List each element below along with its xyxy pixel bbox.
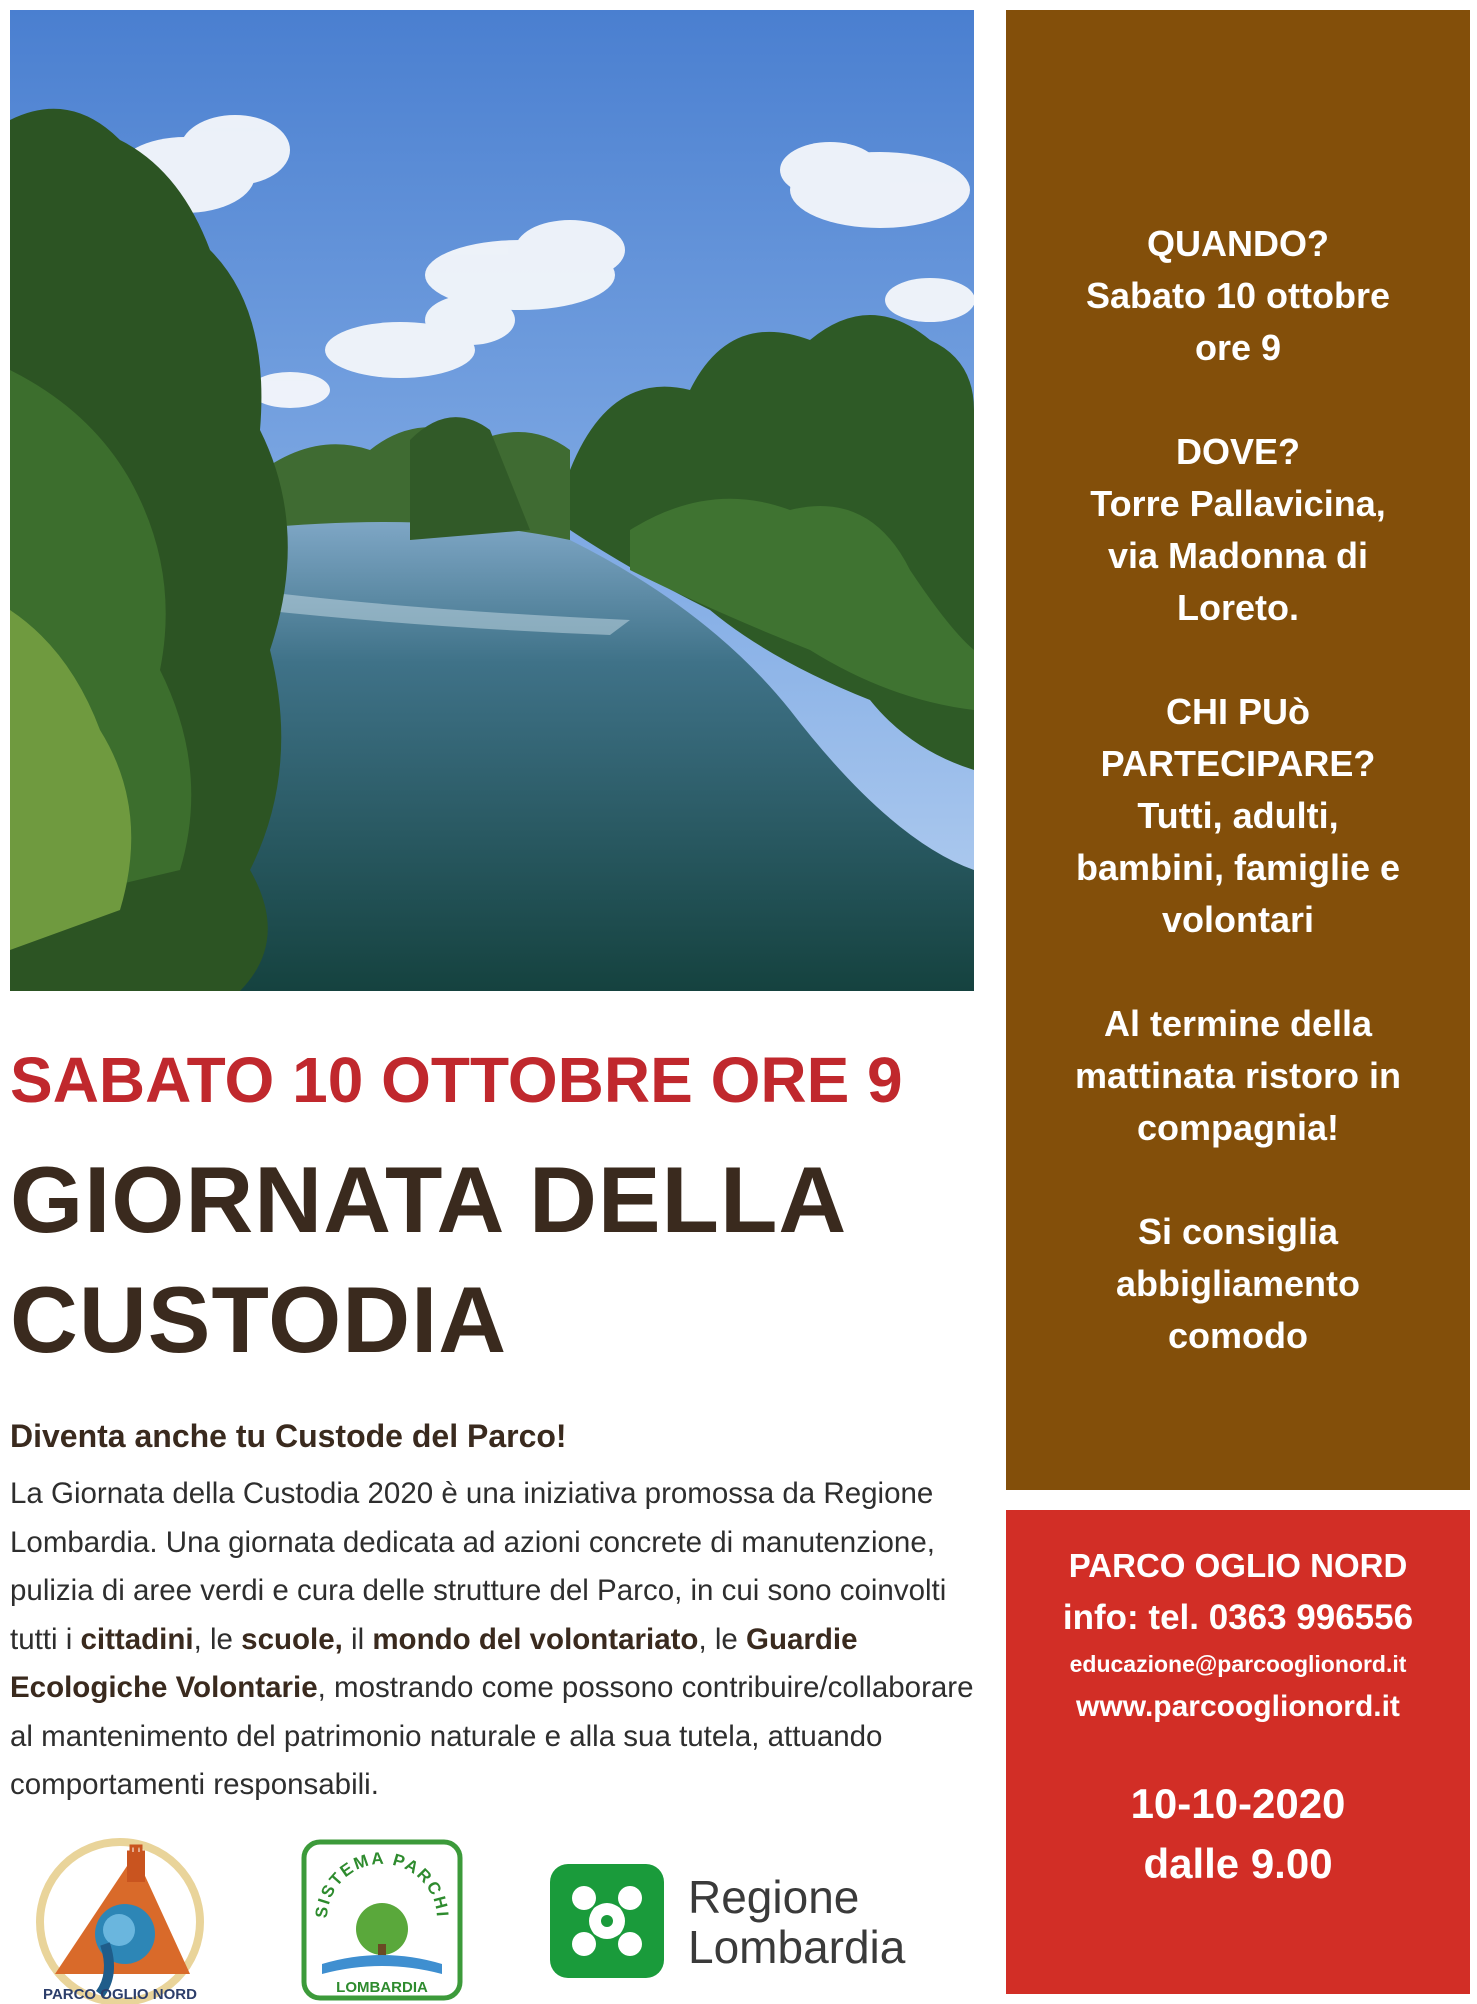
sistema-logo-top-text: SISTEMA PARCHI <box>311 1848 453 1920</box>
parco-logo-text: PARCO OGLIO NORD <box>43 1986 197 2003</box>
park-name: PARCO OGLIO NORD <box>1068 1547 1408 1584</box>
regione-logo-line-1: Regione <box>688 1871 860 1923</box>
river-landscape-photo <box>10 10 974 991</box>
event-info-panel <box>1006 10 1470 1490</box>
when-label: QUANDO? <box>1147 223 1329 264</box>
intro-text-3: il <box>342 1622 373 1656</box>
phone-info: info: tel. 0363 996556 <box>1062 1598 1414 1637</box>
regione-lombardia-logo <box>548 1862 948 1982</box>
who-line-3: volontari <box>1161 899 1314 940</box>
who-label-line-1: CHI PUò <box>1166 691 1310 732</box>
advice-block <box>1006 1206 1470 1362</box>
river-landscape-icon <box>10 10 974 991</box>
sistema-parchi-logo <box>282 1834 482 2004</box>
where-line-3: Loreto. <box>1177 587 1299 628</box>
when-line-2: ore 9 <box>1194 327 1282 368</box>
website-address: www.parcooglionord.it <box>1076 1690 1400 1723</box>
intro-heading: Diventa anche tu Custode del Parco! <box>10 1418 567 1454</box>
when-line-1: Sabato 10 ottobre <box>1085 275 1391 316</box>
where-block <box>1006 426 1470 634</box>
intro-bold-cittadini: cittadini <box>80 1622 194 1656</box>
where-label: DOVE? <box>1175 431 1300 472</box>
email-address: educazione@parcooglionord.it <box>1069 1651 1407 1677</box>
partner-logos <box>10 1830 974 2004</box>
event-date: 10-10-2020 <box>1130 1780 1346 1827</box>
where-line-2: via Madonna di <box>1107 535 1369 576</box>
intro-paragraph <box>10 1470 982 1810</box>
intro-text-4: , le <box>698 1622 747 1656</box>
refreshment-line-1: Al termine della <box>1103 1003 1373 1044</box>
event-time: dalle 9.00 <box>1143 1840 1333 1887</box>
who-block <box>1006 686 1470 946</box>
regione-logo-line-2: Lombardia <box>688 1921 906 1973</box>
when-block <box>1006 218 1470 374</box>
who-line-1: Tutti, adulti, <box>1137 795 1339 836</box>
regione-logo-text <box>688 1872 905 1972</box>
refreshment-line-2: mattinata ristoro in <box>1074 1055 1402 1096</box>
who-line-2: bambini, famiglie e <box>1075 847 1401 888</box>
sistema-logo-bottom-text: LOMBARDIA <box>336 1979 428 1996</box>
rosa-camuna-icon <box>548 1862 666 1980</box>
contact-panel <box>1006 1510 1470 1994</box>
intro-text-1: La Giornata della Custodia 2020 è una iniziativa promossa da Regione Lombardia. Una giornata dedicata ad azioni concrete di manutenzione, pulizia di aree verdi e cura delle strutture del Parco, in cui sono coinvolti tutti i <box>10 1477 947 1656</box>
parco-oglio-nord-logo <box>15 1834 225 2004</box>
advice-line-1: Si consiglia <box>1137 1211 1339 1252</box>
intro-text-2: , le <box>193 1622 242 1656</box>
refreshment-line-3: compagnia! <box>1136 1107 1340 1148</box>
event-title-line-2: CUSTODIA <box>10 1267 508 1372</box>
event-date-headline: SABATO 10 OTTOBRE ORE 9 <box>10 1044 903 1116</box>
advice-line-3: comodo <box>1168 1315 1308 1356</box>
intro-bold-guardie: Guardie Ecologiche Volontarie <box>10 1622 858 1704</box>
who-label-line-2: PARTECIPARE? <box>1100 743 1376 784</box>
advice-line-2: abbigliamento <box>1115 1263 1361 1304</box>
intro-text-5: , mostrando come possono contribuire/collaborare al mantenimento del patrimonio naturale e alla sua tutela, attuando comportamenti responsabili. <box>10 1671 974 1801</box>
where-line-1: Torre Pallavicina, <box>1090 483 1386 524</box>
intro-bold-volontariato: mondo del volontariato <box>372 1622 699 1656</box>
event-title-line-1: GIORNATA DELLA <box>10 1147 848 1252</box>
intro-bold-scuole: scuole, <box>241 1622 343 1656</box>
event-title <box>10 1140 970 1380</box>
refreshment-block <box>1006 998 1470 1154</box>
